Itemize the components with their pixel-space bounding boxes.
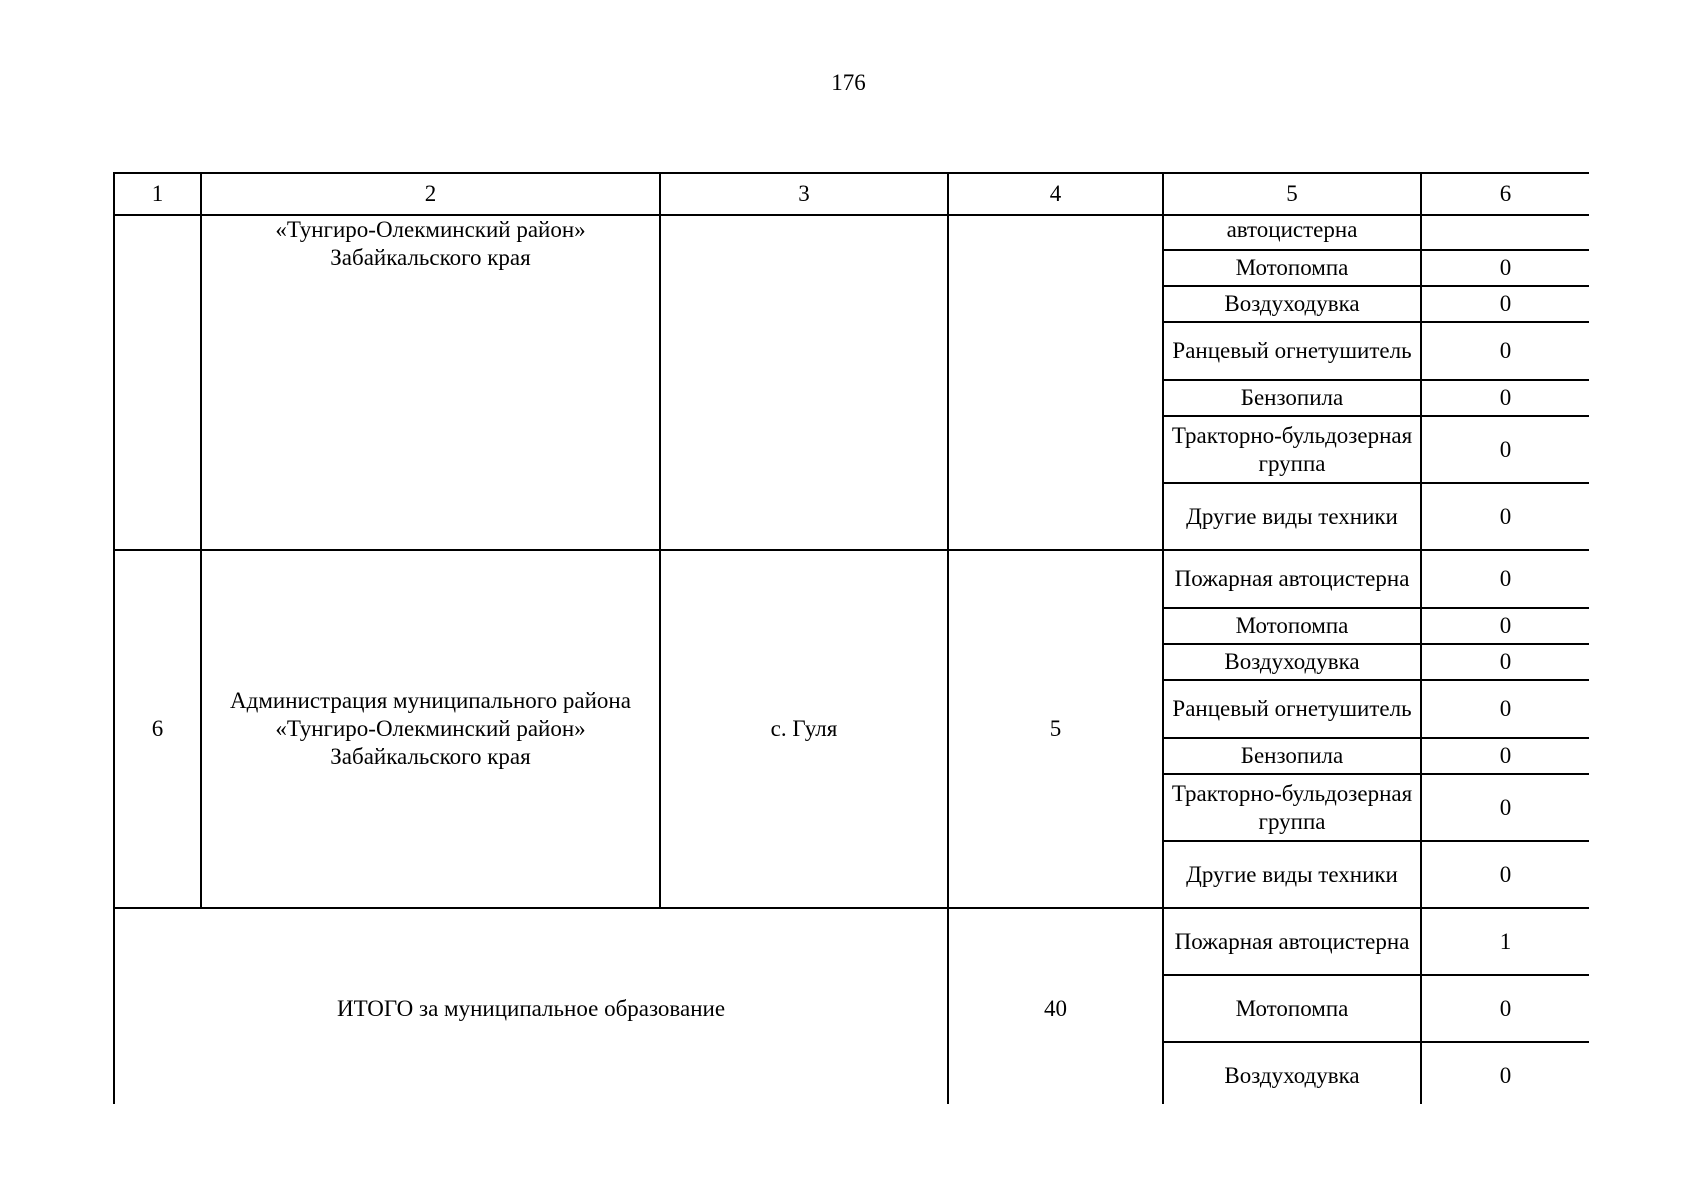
equipment-value: 0	[1421, 644, 1589, 680]
equipment-name: Мотопомпа	[1163, 975, 1421, 1042]
equipment-value: 0	[1421, 550, 1589, 608]
continuation-org-cell	[201, 215, 660, 550]
equipment-value: 1	[1421, 908, 1589, 975]
org-name-line: Забайкальского края	[330, 245, 531, 270]
equipment-name: Бензопила	[1163, 738, 1421, 774]
header-cell-1: 1	[114, 173, 201, 215]
equipment-name: Воздуходувка	[1163, 286, 1421, 322]
equipment-value: 0	[1421, 286, 1589, 322]
entry-organization	[201, 550, 660, 908]
equipment-value: 0	[1421, 322, 1589, 380]
total-count: 40	[948, 908, 1163, 1104]
equipment-name: Мотопомпа	[1163, 608, 1421, 644]
org-name-line: «Тунгиро-Олекминский район»	[275, 217, 586, 242]
header-cell-4: 4	[948, 173, 1163, 215]
org-name-line: Забайкальского края	[330, 744, 531, 769]
table-row	[114, 908, 1589, 975]
equipment-value: 0	[1421, 416, 1589, 483]
equipment-value: 0	[1421, 608, 1589, 644]
total-label: ИТОГО за муниципальное образование	[114, 908, 948, 1104]
equipment-name: Тракторно-бульдозерная группа	[1163, 416, 1421, 483]
header-cell-5: 5	[1163, 173, 1421, 215]
equipment-name: автоцистерна	[1163, 215, 1421, 250]
header-cell-3: 3	[660, 173, 948, 215]
entry-count: 5	[948, 550, 1163, 908]
equipment-name: Ранцевый огнетушитель	[1163, 680, 1421, 738]
equipment-name: Пожарная автоцистерна	[1163, 550, 1421, 608]
equipment-name: Другие виды техники	[1163, 841, 1421, 908]
continuation-count-cell	[948, 215, 1163, 550]
table-row	[114, 550, 1589, 608]
equipment-table	[113, 172, 1589, 1104]
equipment-name: Пожарная автоцистерна	[1163, 908, 1421, 975]
header-cell-2: 2	[201, 173, 660, 215]
entry-settlement: с. Гуля	[660, 550, 948, 908]
equipment-value: 0	[1421, 841, 1589, 908]
continuation-settlement-cell	[660, 215, 948, 550]
continuation-number-cell	[114, 215, 201, 550]
equipment-name: Бензопила	[1163, 380, 1421, 416]
header-cell-6: 6	[1421, 173, 1589, 215]
equipment-value: 0	[1421, 1042, 1589, 1104]
equipment-value: 0	[1421, 975, 1589, 1042]
equipment-name: Тракторно-бульдозерная группа	[1163, 774, 1421, 841]
equipment-name: Другие виды техники	[1163, 483, 1421, 550]
equipment-value: 0	[1421, 774, 1589, 841]
equipment-value: 0	[1421, 380, 1589, 416]
equipment-value: 0	[1421, 680, 1589, 738]
entry-number: 6	[114, 550, 201, 908]
org-name-line: «Тунгиро-Олекминский район»	[275, 716, 586, 741]
equipment-value: 0	[1421, 483, 1589, 550]
equipment-name: Воздуходувка	[1163, 644, 1421, 680]
equipment-value: 0	[1421, 738, 1589, 774]
org-name-line: Администрация муниципального района	[230, 688, 631, 713]
table-row	[114, 215, 1589, 250]
equipment-name: Ранцевый огнетушитель	[1163, 322, 1421, 380]
equipment-table-wrapper	[113, 172, 1589, 1104]
equipment-value: 0	[1421, 250, 1589, 286]
page-number: 176	[831, 70, 866, 95]
header-row	[114, 173, 1589, 215]
equipment-value	[1421, 215, 1589, 250]
equipment-name: Мотопомпа	[1163, 250, 1421, 286]
equipment-name: Воздуходувка	[1163, 1042, 1421, 1104]
